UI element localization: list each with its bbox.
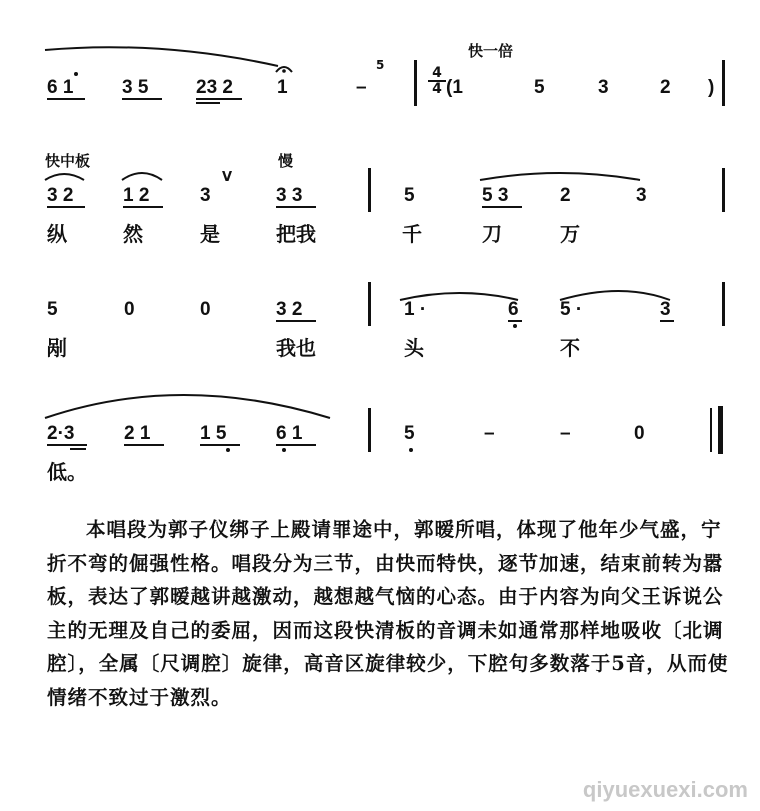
rest-0: 0 (200, 299, 211, 320)
note-232: 23 2 (196, 77, 233, 98)
note-32: 3 2 (276, 299, 303, 320)
dash: – (356, 77, 367, 98)
underline2-3 (70, 448, 86, 450)
note-1-dot: 1 · (404, 299, 427, 320)
underline-12 (123, 206, 163, 208)
barline (368, 168, 371, 212)
lyric: 剐 (47, 336, 67, 360)
note-23: 2·3 (47, 423, 75, 444)
high-dot (74, 72, 78, 76)
tempo-fast-double-label: 快一倍 (468, 42, 514, 60)
final-barline-thin (710, 408, 712, 452)
lyric: 万 (560, 222, 580, 246)
barline (368, 282, 371, 326)
intro-close: ) (708, 77, 715, 98)
dash: – (560, 423, 571, 444)
underline-61 (47, 98, 85, 100)
line3-lyrics (0, 332, 760, 360)
note-21: 2 1 (124, 423, 151, 444)
breath-mark: V (222, 170, 233, 185)
intro-1: (1 (446, 77, 463, 98)
tempo-slow-label: 慢 (278, 152, 294, 170)
underline-33 (276, 206, 316, 208)
lyric: 不 (560, 336, 580, 360)
underline-32 (276, 320, 316, 322)
lyric: 千 (402, 222, 422, 246)
note-5-dot: 5 · (560, 299, 583, 320)
slur-32 (45, 174, 84, 180)
underline-32 (47, 206, 85, 208)
note-12: 1 2 (123, 185, 150, 206)
barline (722, 168, 725, 212)
slur-line4 (45, 395, 330, 418)
grace-note: 5 (376, 58, 385, 72)
slur-53-23 (480, 173, 640, 180)
note-33: 3 3 (276, 185, 303, 206)
line2-lyrics (0, 218, 760, 246)
underline-6 (508, 320, 522, 322)
note-2: 2 (560, 185, 571, 206)
barline (722, 282, 725, 326)
underline-35 (122, 98, 162, 100)
underline-232 (196, 98, 242, 100)
lyric: 纵 (47, 222, 67, 246)
low-dot (513, 324, 517, 328)
low-dot (226, 448, 230, 452)
note-35: 3 5 (122, 77, 149, 98)
lyric: 是 (200, 222, 220, 246)
note-6-low: 6 (508, 299, 519, 320)
intro-5: 5 (534, 77, 545, 98)
note-3: 3 (660, 299, 671, 320)
rest-0: 0 (124, 299, 135, 320)
site-watermark: qiyuexuexi.com (582, 777, 748, 802)
tempo-fast-medium-label: 快中板 (45, 152, 91, 170)
lyric: 刀 (482, 222, 502, 246)
line4-lyrics (0, 456, 760, 484)
underline-53 (482, 206, 522, 208)
rest-0: 0 (634, 423, 645, 444)
underline-15 (200, 444, 240, 446)
barline (414, 60, 417, 106)
dash: – (484, 423, 495, 444)
note-5-low: 5 (404, 423, 415, 444)
note-32: 3 2 (47, 185, 74, 206)
note-5: 5 (404, 185, 415, 206)
note-61: 6 1 (47, 77, 74, 98)
lyric: 然 (123, 222, 143, 246)
fermata-dot (282, 69, 286, 73)
underline-21 (124, 444, 164, 446)
final-barline-thick (718, 406, 723, 454)
time-sig-den: 4 (432, 81, 442, 97)
intro-3: 3 (598, 77, 609, 98)
time-sig-num: 4 (428, 66, 446, 82)
intro-2: 2 (660, 77, 671, 98)
note-5: 5 (47, 299, 58, 320)
paragraph-text: 本唱段为郭子仪绑子上殿请罪途中，郭暧所唱，体现了他年少气盛，宁折不弯的倔强性格。唱段分为三节，由快而特快，逐节加速，结束前转为嚣板，表达了郭暧越讲越激动，越想越气恼的心态。由于内容为向父王诉说公主的无理及自己的委屈，因而这段快清板的音调未如通常那样地吸收〔北调腔〕，全属〔尺调腔〕旋律，高音区旋律较少，下腔句多数落于5音，从而使情绪不致过于激烈。 (47, 518, 729, 709)
slur-12 (122, 173, 162, 180)
note-61: 6 1 (276, 423, 303, 444)
underline-3 (660, 320, 674, 322)
lyric: 把我 (276, 222, 316, 246)
lyric: 低。 (47, 460, 87, 484)
low-dot (409, 448, 413, 452)
barline (722, 60, 725, 106)
lyric: 我也 (276, 336, 316, 360)
barline (368, 408, 371, 452)
note-53: 5 3 (482, 185, 509, 206)
note-3b: 3 (636, 185, 647, 206)
slur-line1 (45, 47, 278, 66)
note-15: 1 5 (200, 423, 227, 444)
underline-23 (47, 444, 87, 446)
description-paragraph (47, 513, 737, 781)
underline-61 (276, 444, 316, 446)
low-dot (282, 448, 286, 452)
note-3: 3 (200, 185, 211, 206)
lyric: 头 (404, 336, 424, 360)
time-signature (428, 66, 446, 96)
underline2-23 (196, 102, 220, 104)
note-1-fermata: 1 (277, 77, 288, 98)
